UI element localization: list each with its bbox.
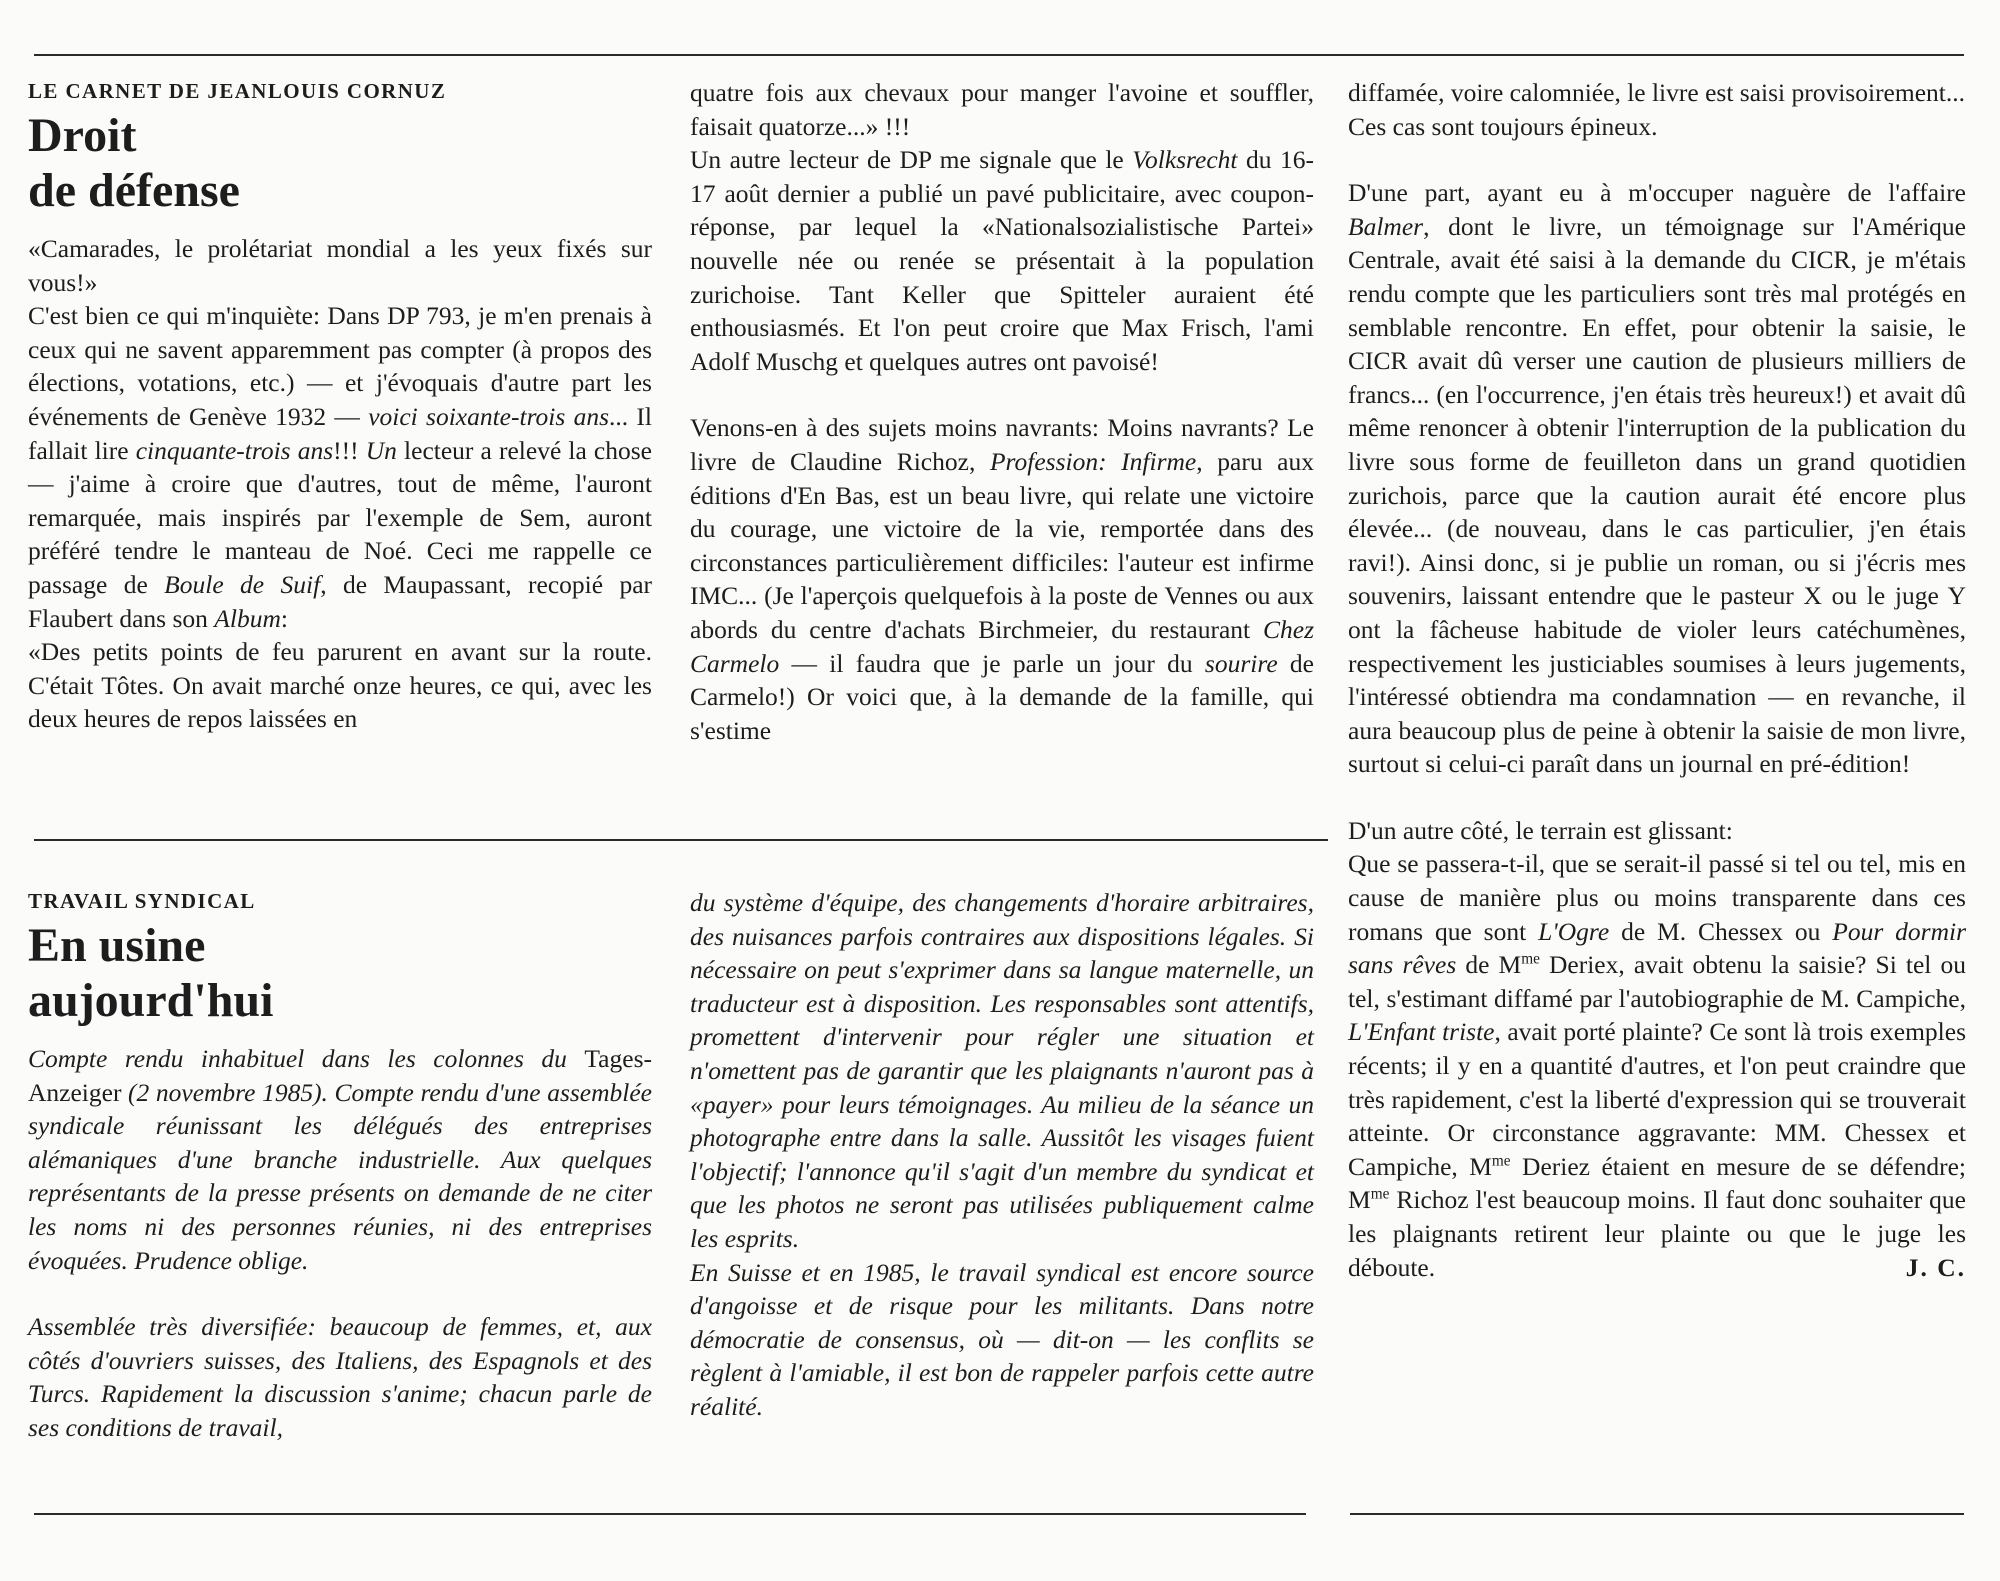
article1-title bbox=[28, 108, 652, 218]
article1-paragraph: D'une part, ayant eu à m'occuper naguère de l'affaire Balmer, dont le livre, un témoignage sur l'Amérique Centrale, avait été saisi à la demande du CICR, je m'étais rendu compte que les particuliers sont très mal protégés en semblable rencontre. En effet, pour obtenir la saisie, le CICR avait dû verser une caution de plusieurs milliers de francs... (en l'occurrence, j'en étais très heureux!) et avait dû même renoncer à obtenir l'interruption de la publication du livre sous forme de feuilleton dans un grand quotidien zurichois, parce que la caution aurait été encore plus élevée... (de nouveau, dans le cas particulier, j'en étais ravi!). Ainsi donc, si je publie un roman, ou si j'écris mes souvenirs, laissant entendre que le pasteur X ou le juge Y ont la fâcheuse habitude de violer leurs catéchumènes, respectivement les justiciables soumises à leurs jugements, l'intéressé obtiendra ma condamnation — en revanche, il aura beaucoup plus de peine à obtenir la saisie de mon livre, surtout si celui-ci paraît dans un journal en pré-édition! bbox=[1348, 178, 1966, 779]
bottom-rule-left bbox=[34, 1513, 1306, 1515]
article1-column-3 bbox=[1348, 76, 1966, 1284]
article1-paragraph: C'est bien ce qui m'inquiète: Dans DP 793, je m'en prenais à ceux qui ne savent apparemment pas compter (à propos des élections, votations, etc.) — et j'évoquais d'autre part les événements de Genève 1932 — voici soixante-trois ans... Il fallait lire cinquante-trois ans!!! Un lecteur a relevé la chose — j'aime à croire que d'autres, tout de même, l'auront remarquée, mais inspirés par l'exemple de Sem, auront préféré tendre le manteau de Noé. Ceci me rappelle ce passage de Boule de Suif, de Maupassant, recopié par Flaubert dans son Album: bbox=[28, 301, 652, 633]
article1-paragraph: D'un autre côté, le terrain est glissant: bbox=[1348, 815, 1733, 845]
bottom-rule-right bbox=[1350, 1513, 1964, 1515]
article2-title-line2: aujourd'hui bbox=[28, 974, 274, 1027]
article2-title bbox=[28, 918, 652, 1028]
article2-kicker: TRAVAIL SYNDICAL bbox=[28, 889, 256, 913]
article1-paragraph: «Des petits points de feu parurent en avant sur la route. C'était Tôtes. On avait marché onze heures, ce qui, avec les deux heures de repos laissées en bbox=[28, 637, 652, 734]
article1-paragraph: Que se passera-t-il, que se serait-il passé si tel ou tel, mis en cause de manière plus ou moins transparente dans ces romans que sont L'Ogre de M. Chessex ou Pour dormir sans rêves de $M^{me}$ Deriex, avait obtenu la saisie? Si tel ou tel, s'estimant diffamé par l'autobiographie de M. Campiche, L'Enfant triste, avait porté plainte? Ce sont là trois exemples récents; il y en a quantité d'autres, et l'on peut craindre que très rapidement, c'est la liberté d'expression qui se trouverait atteinte. Or circonstance aggravante: MM. Chessex et Campiche, $M^{me}$ Deriez étaient en mesure de se défendre; $M^{me}$ Richoz l'est beaucoup moins. Il faut donc souhaiter que les plaignants retirent leur plainte ou que le juge les déboute. J. C. bbox=[1348, 847, 1966, 1284]
article1-kicker: LE CARNET DE JEANLOUIS CORNUZ bbox=[28, 79, 447, 103]
article2-paragraph: Compte rendu inhabituel dans les colonnes du Tages-Anzeiger (2 novembre 1985). Compte rendu d'une assemblée syndicale réunissant les délégués des entreprises alémaniques d'une branche industrielle. Aux quelques représentants de la presse présents on demande de ne citer les noms ni des personnes réunies, ni des entreprises évoquées. Prudence oblige. bbox=[28, 1044, 652, 1275]
article2-paragraph: En Suisse et en 1985, le travail syndical est encore source d'angoisse et de risque pour les militants. Dans notre démocratie de consensus, où — dit-on — les conflits se règlent à l'amiable, il est bon de rappeler parfois cette autre réalité. bbox=[690, 1257, 1314, 1421]
article1-column-1 bbox=[28, 76, 652, 736]
article2-column-1 bbox=[28, 886, 652, 1445]
article2-paragraph: du système d'équipe, des changements d'horaire arbitraires, des nuisances parfois contraires aux dispositions légales. Si nécessaire on peut s'exprimer dans sa langue maternelle, un traducteur est à disposition. Les responsables sont attentifs, promettent d'intervenir pour régler une situation et n'omettent pas de garantir que les plaignants n'auront pas à «payer» pour leurs témoignages. Au milieu de la séance un photographe entre dans la salle. Aussitôt les visages fuient l'objectif; l'annonce qu'il s'agit d'un membre du syndicat et que les photos ne seront pas utilisées publiquement calme les esprits. bbox=[690, 888, 1314, 1253]
article1-paragraph: Un autre lecteur de DP me signale que le Volksrecht du 16-17 août dernier a publié un pavé publicitaire, avec coupon-réponse, par lequel la «Nationalsozialistische Partei» nouvelle née ou renée se présentait à la population zurichoise. Tant Keller que Spitteler auraient été enthousiasmés. Et l'on peut croire que Max Frisch, l'ami Adolf Muschg et quelques autres ont pavoisé! bbox=[690, 145, 1314, 376]
article1-title-line2: de défense bbox=[28, 164, 240, 217]
article1-paragraph: «Camarades, le prolétariat mondial a les yeux fixés sur vous!» bbox=[28, 234, 652, 297]
article2-paragraph: Assemblée très diversifiée: beaucoup de femmes, et, aux côtés d'ouvriers suisses, des Italiens, des Espagnols et des Turcs. Rapidement la discussion s'anime; chacun parle de ses conditions de travail, bbox=[28, 1312, 652, 1442]
article1-column-2 bbox=[690, 76, 1314, 747]
article1-title-line1: Droit bbox=[28, 109, 137, 162]
article1-paragraph: Venons-en à des sujets moins navrants: Moins navrants? Le livre de Claudine Richoz, Profession: Infirme, paru aux éditions d'En Bas, est un beau livre, qui relate une victoire du courage, une victoire de la vie, remportée dans des circonstances particulièrement difficiles: l'auteur est infirme IMC... (Je l'aperçois quelquefois à la poste de Vennes ou aux abords du centre d'achats Birchmeier, du restaurant Chez Carmelo — il faudra que je parle un jour du sourire de Carmelo!) Or voici que, à la demande de la famille, qui s'estime bbox=[690, 413, 1315, 745]
author-signature: J. C. bbox=[1905, 1252, 1966, 1282]
article1-paragraph: diffamée, voire calomniée, le livre est saisi provisoirement... bbox=[1348, 78, 1965, 107]
article2-column-2 bbox=[690, 886, 1314, 1424]
article1-paragraph: quatre fois aux chevaux pour manger l'avoine et souffler, faisait quatorze...» !!! bbox=[690, 78, 1314, 141]
article1-paragraph: Ces cas sont toujours épineux. bbox=[1348, 111, 1658, 141]
middle-rule bbox=[34, 839, 1328, 841]
article2-title-line1: En usine bbox=[28, 919, 206, 972]
top-rule bbox=[34, 54, 1964, 56]
